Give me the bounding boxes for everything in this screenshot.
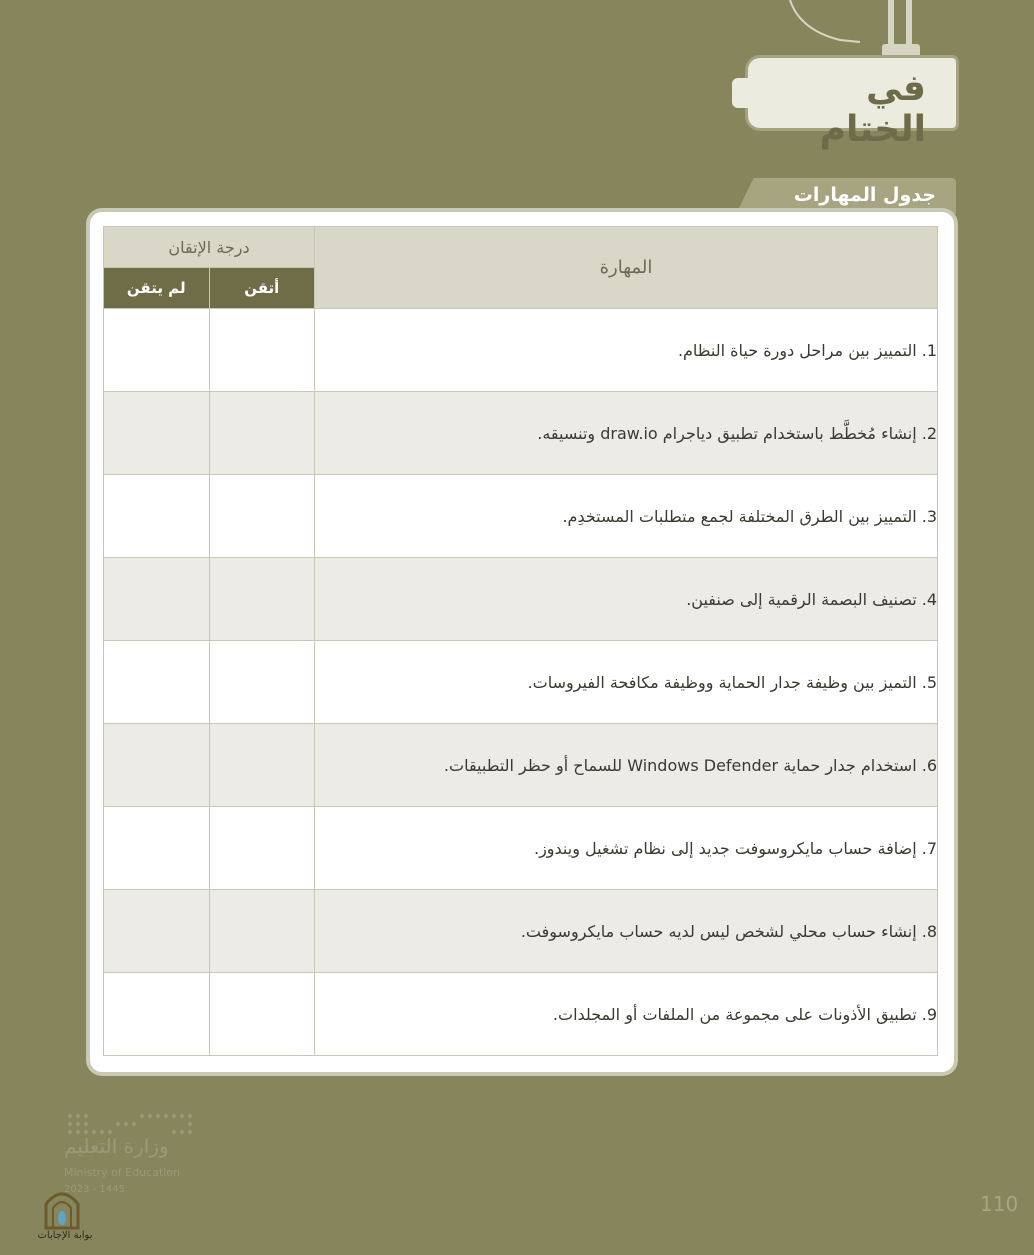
mastered-cell[interactable]: [209, 724, 315, 807]
table-row: [104, 392, 938, 475]
table-row: [104, 724, 938, 807]
ministry-name-en: Ministry of Education: [64, 1166, 181, 1179]
skill-text: 1. التمييز بين مراحل دورة حياة النظام.: [315, 309, 938, 392]
mastered-cell[interactable]: [209, 973, 315, 1056]
table-row: [104, 309, 938, 392]
skill-column-header: المهارة: [315, 227, 938, 309]
not-mastered-header: لم يتقن: [104, 268, 210, 309]
table-row: [104, 807, 938, 890]
not-mastered-cell[interactable]: [104, 890, 210, 973]
mastered-cell[interactable]: [209, 475, 315, 558]
not-mastered-cell[interactable]: [104, 392, 210, 475]
not-mastered-cell[interactable]: [104, 973, 210, 1056]
table-row: [104, 558, 938, 641]
not-mastered-cell[interactable]: [104, 724, 210, 807]
mastered-cell[interactable]: [209, 309, 315, 392]
table-row: [104, 890, 938, 973]
table-row: [104, 475, 938, 558]
table-row: [104, 641, 938, 724]
section-title: جدول المهارات: [793, 184, 936, 206]
skill-text: 3. التمييز بين الطرق المختلفة لجمع متطلبات المستخدِم.: [315, 475, 938, 558]
not-mastered-cell[interactable]: [104, 807, 210, 890]
skill-text: 8. إنشاء حساب محلي لشخص ليس لديه حساب مايكروسوفت.: [315, 890, 938, 973]
mastered-cell[interactable]: [209, 807, 315, 890]
cable-decoration: [780, 0, 860, 60]
mastered-header: أتقن: [209, 268, 315, 309]
title-banner: [748, 58, 956, 150]
table-row: [104, 973, 938, 1056]
skill-text: 4. تصنيف البصمة الرقمية إلى صنفين.: [315, 558, 938, 641]
mastered-cell[interactable]: [209, 558, 315, 641]
page-title: في الختام: [819, 68, 926, 150]
plug-icon: [880, 0, 922, 62]
not-mastered-cell[interactable]: [104, 558, 210, 641]
not-mastered-cell[interactable]: [104, 641, 210, 724]
skill-text: 5. التميز بين وظيفة جدار الحماية ووظيفة مكافحة الفيروسات.: [315, 641, 938, 724]
skill-text: 7. إضافة حساب مايكروسوفت جديد إلى نظام تشغيل ويندوز.: [315, 807, 938, 890]
ministry-year: 2023 - 1445: [64, 1184, 125, 1195]
page-number: 110: [980, 1192, 1019, 1216]
not-mastered-cell[interactable]: [104, 475, 210, 558]
skill-text: 9. تطبيق الأذونات على مجموعة من الملفات أو المجلدات.: [315, 973, 938, 1056]
ministry-name-ar: وزارة التعليم: [64, 1134, 169, 1158]
skills-table: [103, 226, 938, 1056]
mastered-cell[interactable]: [209, 641, 315, 724]
mastered-cell[interactable]: [209, 392, 315, 475]
portal-logo-icon[interactable]: [40, 1186, 84, 1230]
mastered-cell[interactable]: [209, 890, 315, 973]
skill-text: 2. إنشاء مُخطَّط باستخدام تطبيق دياجرام draw.io وتنسيقه.: [315, 392, 938, 475]
mastery-degree-header: درجة الإتقان: [104, 227, 315, 268]
skill-text: 6. استخدام جدار حماية Windows Defender للسماح أو حظر التطبيقات.: [315, 724, 938, 807]
portal-label: بوابة الإجابات: [37, 1230, 93, 1241]
not-mastered-cell[interactable]: [104, 309, 210, 392]
